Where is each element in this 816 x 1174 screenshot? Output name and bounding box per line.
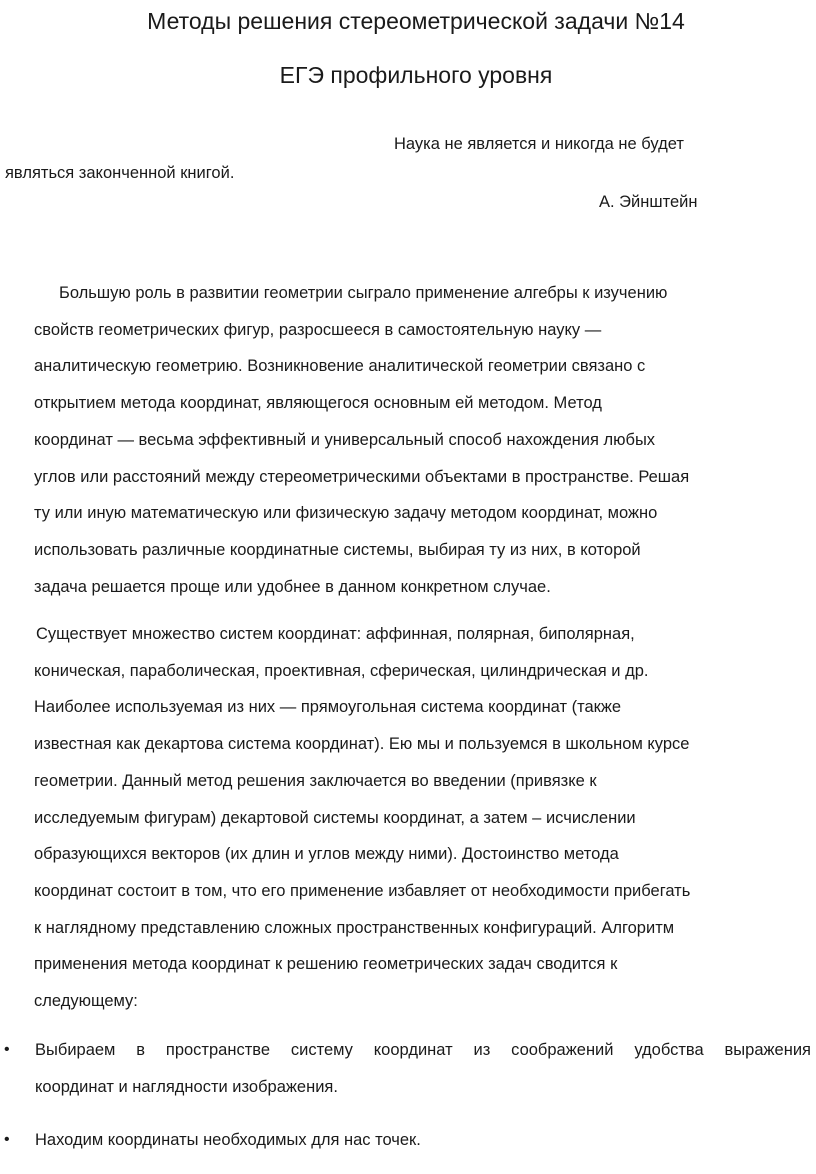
- paragraph-line: задача решается проще или удобнее в данном конкретном случае.: [34, 577, 551, 596]
- paragraph-line: известная как декартова система координат). Ею мы и пользуемся в школьном курсе: [34, 735, 690, 754]
- bullet-icon: •: [4, 1041, 10, 1058]
- algorithm-bullet-list: [0, 1032, 816, 1159]
- paragraph-line: Существует множество систем координат: аффинная, полярная, биполярная,: [36, 625, 635, 643]
- paragraph-line: Большую роль в развитии геометрии сыграло применение алгебры к изучению: [59, 284, 668, 302]
- paragraph-coordinate-systems: [34, 616, 804, 1020]
- paragraph-line: использовать различные координатные системы, выбирая ту из них, в которой: [34, 540, 641, 559]
- paragraph-line: ту или иную математическую или физическую задачу методом координат, можно: [34, 504, 658, 523]
- paragraph-line: коническая, параболическая, проективная, сферическая, цилиндрическая и др.: [34, 661, 649, 680]
- list-item-line: Выбираем в пространстве систему координат из соображений удобства выражения: [35, 1041, 811, 1059]
- epigraph-line-1: Наука не является и никогда не будет: [394, 135, 684, 153]
- paragraph-line: образующихся векторов (их длин и углов между ними). Достоинство метода: [34, 845, 619, 864]
- list-item: [0, 1032, 811, 1105]
- paragraph-line: свойств геометрических фигур, разросшееся в самостоятельную науку —: [34, 320, 602, 339]
- epigraph-author: А. Эйнштейн: [599, 193, 698, 211]
- bullet-icon: •: [4, 1131, 10, 1149]
- document-title-line-2: ЕГЭ профильного уровня: [279, 62, 553, 88]
- epigraph-line-2: являться законченной книгой.: [5, 164, 235, 182]
- paragraph-line: следующему:: [34, 992, 138, 1011]
- paragraph-line: исследуемым фигурам) декартовой системы координат, а затем – исчислении: [34, 808, 636, 827]
- paragraph-line: открытием метода координат, являющегося основным ей методом. Метод: [34, 394, 602, 413]
- paragraph-line: координат — весьма эффективный и универсальный способ нахождения любых: [34, 430, 656, 449]
- list-item-line: Находим координаты необходимых для нас точек.: [35, 1131, 421, 1150]
- paragraph-line: геометрии. Данный метод решения заключается во введении (привязке к: [34, 771, 597, 790]
- paragraph-line: к наглядному представлению сложных пространственных конфигураций. Алгоритм: [34, 918, 675, 937]
- paragraph-line: аналитическую геометрию. Возникновение аналитической геометрии связано с: [34, 357, 646, 376]
- list-item-line: координат и наглядности изображения.: [35, 1077, 338, 1096]
- list-item: [0, 1122, 811, 1159]
- paragraph-line: применения метода координат к решению геометрических задач сводится к: [34, 955, 618, 974]
- paragraph-line: Наиболее используемая из них — прямоугольная система координат (также: [34, 698, 622, 717]
- paragraph-line: координат состоит в том, что его применение избавляет от необходимости прибегать: [34, 881, 691, 900]
- paragraph-intro: [34, 275, 804, 605]
- paragraph-line: углов или расстояний между стереометрическими объектами в пространстве. Решая: [34, 467, 690, 486]
- document-title-line-1: Методы решения стереометрической задачи №14: [147, 8, 685, 34]
